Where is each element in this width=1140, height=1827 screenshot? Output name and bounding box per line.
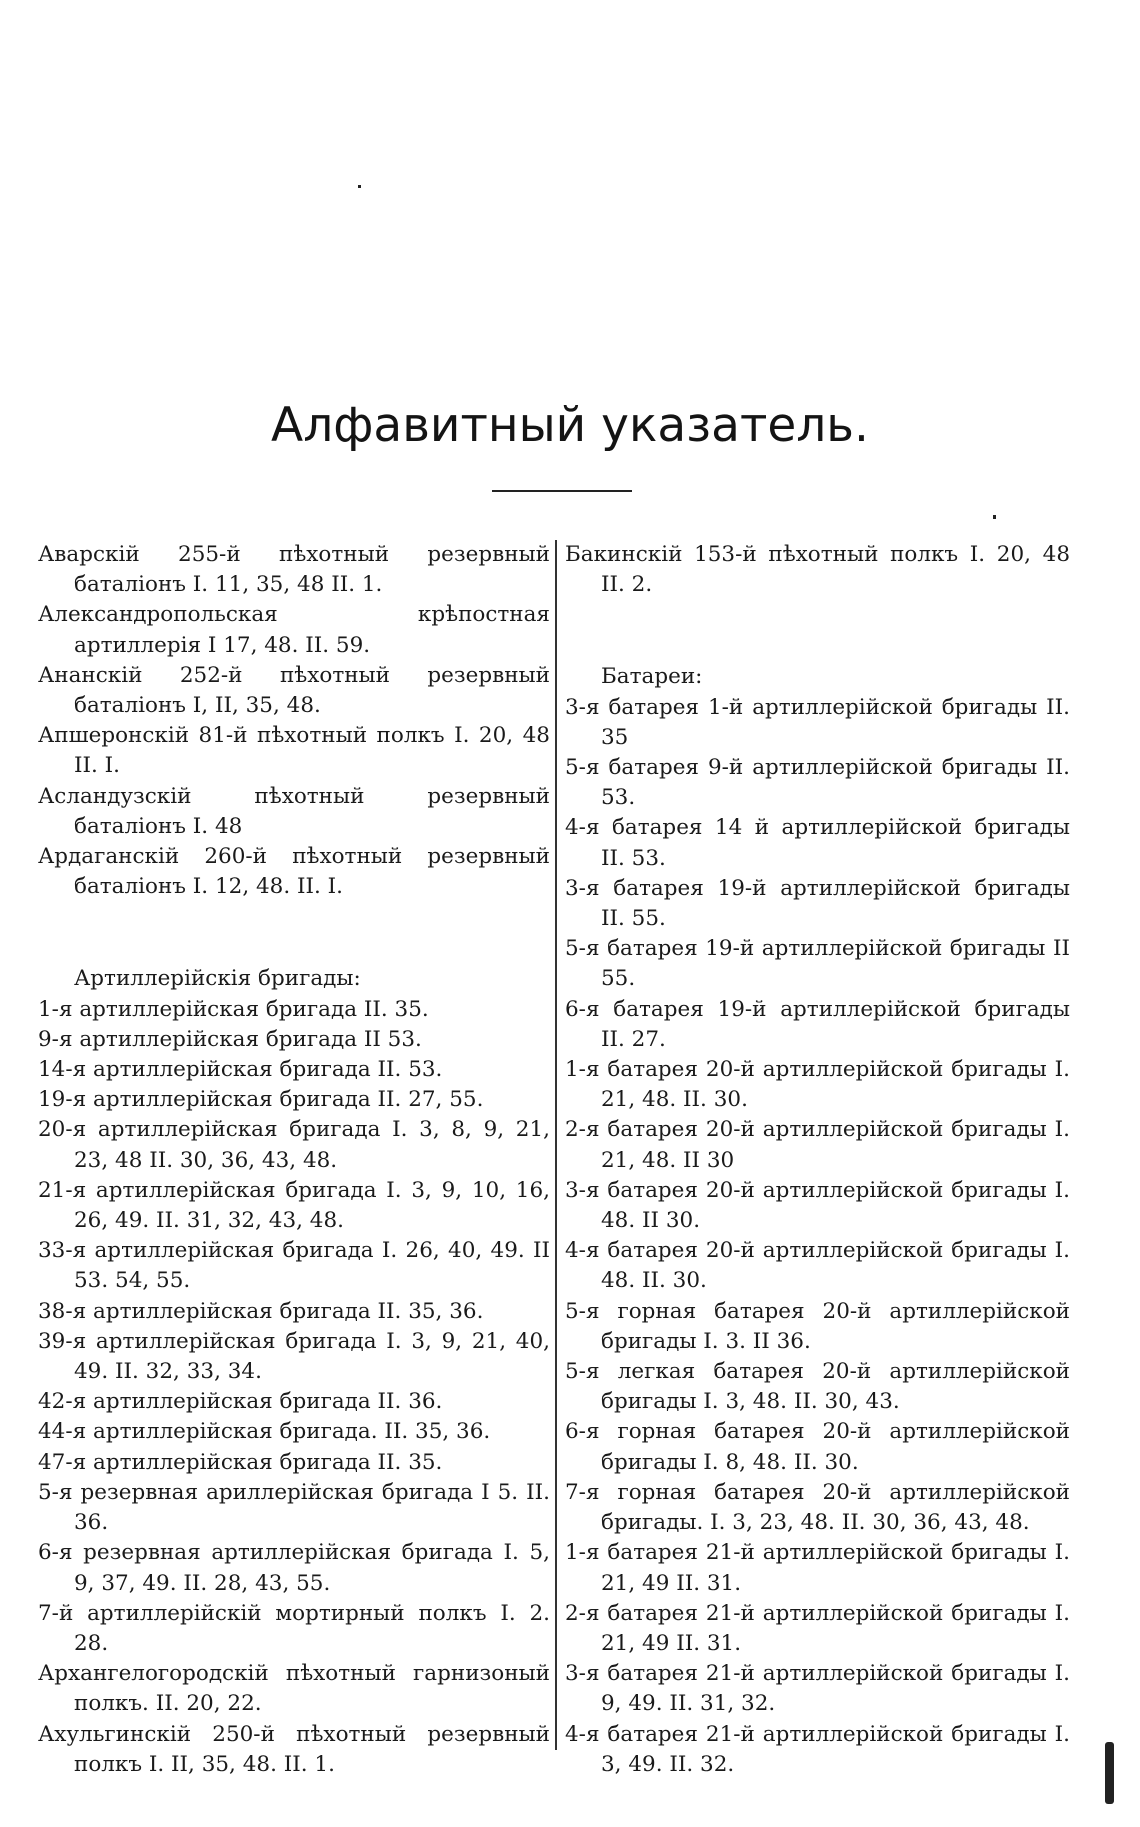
page-title: Алфавитный указатель. <box>271 398 869 453</box>
title-rule <box>492 490 632 492</box>
index-entry: 47-я артиллерійская бригада II. 35. <box>38 1449 443 1475</box>
index-entry: Архангелогородскій пѣхотный гарнизоный полкъ. II. 20, 22. <box>38 1661 550 1717</box>
index-entry: 2-я батарея 20-й артиллерійской бригады I. 21, 48. II 30 <box>565 1117 1070 1173</box>
index-entry: 44-я артиллерійская бригада. II. 35, 36. <box>38 1419 491 1445</box>
index-entry: Апшеронскій 81-й пѣхотный полкъ I. 20, 48 II. I. <box>38 723 550 779</box>
index-entry: 3-я батарея 1-й артиллерійской бригады II. 35 <box>565 694 1070 750</box>
index-entry: 4-я батарея 14 й артиллерійской бригады II. 53. <box>565 815 1070 871</box>
index-entry: 3-я батарея 19-й артиллерійской бригады II. 55. <box>565 875 1070 932</box>
right-column <box>565 540 1070 1780</box>
section-gap <box>565 600 1070 662</box>
index-entry: 1-я артиллерійская бригада II. 35. <box>38 996 429 1022</box>
index-entry: 6-я резервная артиллерійская бригада I. 5, 9, 37, 49. II. 28, 43, 55. <box>38 1540 550 1596</box>
index-entry: 4-я батарея 20-й артиллерійской бригады I. 48. II. 30. <box>565 1238 1070 1294</box>
ink-blot <box>1105 1742 1114 1804</box>
index-entry: 4-я батарея 21-й артиллерійской бригады I. 3, 49. II. 32. <box>565 1721 1070 1777</box>
index-entry: 5-я резервная ариллерійская бригада I 5. II. 36. <box>38 1479 550 1536</box>
section-heading: Батареи: <box>601 664 703 690</box>
index-entry: Бакинскій 153-й пѣхотный полкъ I. 20, 48 II. 2. <box>565 542 1070 598</box>
index-entry: 21-я артиллерійская бригада I. 3, 9, 10, 16, 26, 49. II. 31, 32, 43, 48. <box>38 1177 550 1234</box>
index-entry: 5-я легкая батарея 20-й артиллерійской бригады I. 3, 48. II. 30, 43. <box>565 1359 1070 1415</box>
index-entry: 3-я батарея 21-й артиллерійской бригады I. 9, 49. II. 31, 32. <box>565 1661 1070 1717</box>
index-entry: 1-я батарея 21-й артиллерійской бригады I. 21, 49 II. 31. <box>565 1540 1070 1596</box>
index-entry: 39-я артиллерійская бригада I. 3, 9, 21, 40, 49. II. 32, 33, 34. <box>38 1328 550 1385</box>
index-entry: 3-я батарея 20-й артиллерійской бригады I. 48. II 30. <box>565 1177 1070 1234</box>
index-entry: 7-я горная батарея 20-й артиллерійской бригады. I. 3, 23, 48. II. 30, 36, 43, 48. <box>565 1479 1070 1536</box>
index-entry: Ахульгинскій 250-й пѣхотный резервный полкъ I. II, 35, 48. II. 1. <box>38 1721 550 1777</box>
index-entry: 33-я артиллерійская бригада I. 26, 40, 49. II 53. 54, 55. <box>38 1238 550 1294</box>
index-entry: Аварскій 255-й пѣхотный резервный баталіонъ I. 11, 35, 48 II. 1. <box>38 542 550 598</box>
index-entry: Ардаганскій 260-й пѣхотный резервный баталіонъ I. 12, 48. II. I. <box>38 844 550 900</box>
index-entry: 5-я батарея 9-й артиллерійской бригады II. 53. <box>565 755 1070 811</box>
index-entry: 42-я артиллерійская бригада II. 36. <box>38 1389 443 1415</box>
index-entry: 20-я артиллерійская бригада I. 3, 8, 9, 21, 23, 48 II. 30, 36, 43, 48. <box>38 1117 550 1173</box>
section-heading: Артиллерійскія бригады: <box>74 966 361 992</box>
index-entry: 38-я артиллерійская бригада II. 35, 36. <box>38 1298 484 1324</box>
section-gap <box>38 902 550 964</box>
index-entry: 6-я батарея 19-й артиллерійской бригады II. 27. <box>565 996 1070 1052</box>
index-entry: 2-я батарея 21-й артиллерійской бригады I. 21, 49 II. 31. <box>565 1600 1070 1656</box>
index-entry: 1-я батарея 20-й артиллерійской бригады I. 21, 48. II. 30. <box>565 1057 1070 1113</box>
index-entry: Ананскій 252-й пѣхотный резервный баталіонъ I, II, 35, 48. <box>38 662 550 719</box>
column-divider <box>555 540 557 1750</box>
index-entry: 19-я артиллерійская бригада II. 27, 55. <box>38 1087 484 1113</box>
index-entry: 6-я горная батарея 20-й артиллерійской бригады I. 8, 48. II. 30. <box>565 1419 1070 1475</box>
index-entry: 14-я артиллерійская бригада II. 53. <box>38 1057 443 1083</box>
index-entry: Александропольская крѣпостная артиллерія I 17, 48. II. 59. <box>38 602 550 658</box>
index-entry: 9-я артиллерійская бригада II 53. <box>38 1026 422 1052</box>
index-entry: Асландузскій пѣхотный резервный баталіонъ I. 48 <box>38 783 550 839</box>
scan-speck <box>993 515 996 519</box>
index-entry: 7-й артиллерійскій мортирный полкъ I. 2. 28. <box>38 1600 550 1656</box>
left-column <box>38 540 550 1780</box>
index-entry: 5-я горная батарея 20-й артиллерійской бригады I. 3. II 36. <box>565 1298 1070 1354</box>
scan-speck <box>358 185 361 188</box>
index-entry: 5-я батарея 19-й артиллерійской бригады II 55. <box>565 936 1070 992</box>
